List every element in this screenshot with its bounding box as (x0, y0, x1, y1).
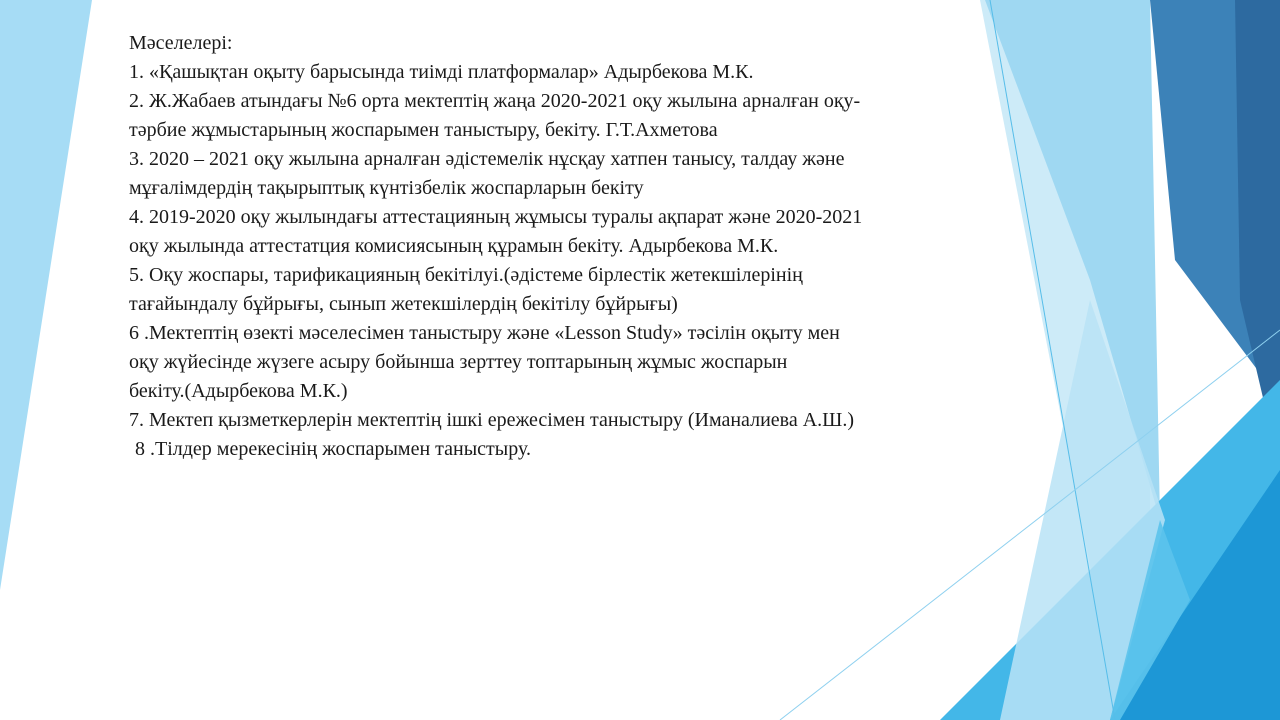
agenda-line: 1. «Қашықтан оқыту барысында тиімді платформалар» Адырбекова М.К. (129, 61, 754, 83)
agenda-line: 7. Мектеп қызметкерлерін мектептің ішкі ережесімен таныстыру (Иманалиева А.Ш.) (129, 409, 854, 431)
agenda-line: 3. 2020 – 2021 оқу жылына арналған әдістемелік нұсқау хатпен танысу, талдау және (129, 148, 845, 170)
agenda-line: бекіту.(Адырбекова М.К.) (129, 380, 348, 402)
agenda-line: оқу жүйесінде жүзеге асыру бойынша зерттеу топтарының жұмыс жоспарын (129, 351, 788, 373)
agenda-line: 6 .Мектептің өзекті мәселесімен таныстыру және «Lesson Study» тәсілін оқыту мен (129, 322, 840, 344)
agenda-line: 2. Ж.Жабаев атындағы №6 орта мектептің жаңа 2020-2021 оқу жылына арналған оқу- (129, 90, 861, 112)
agenda-line: 5. Оқу жоспары, тарификацияның бекітілуі.(әдістеме бірлестік жетекшілерінің (129, 264, 803, 286)
agenda-line: 8 .Тілдер мерекесінің жоспарымен таныстыру. (135, 438, 531, 460)
slide-text-body (129, 29, 1029, 464)
left-wedge-shape (0, 0, 92, 590)
agenda-line: 4. 2019-2020 оқу жылындағы аттестацияның жұмысы туралы ақпарат және 2020-2021 (129, 206, 863, 228)
agenda-line: оқу жылында аттестатция комисиясының құрамын бекіту. Адырбекова М.К. (129, 235, 779, 257)
agenda-line: мұғалімдердің тақырыптық күнтізбелік жоспарларын бекіту (129, 177, 644, 199)
agenda-line: тәрбие жұмыстарының жоспарымен таныстыру, бекіту. Г.Т.Ахметова (129, 119, 718, 141)
agenda-line: тағайындалу бұйрығы, сынып жетекшілердің бекітілу бұйрығы) (129, 293, 678, 315)
slide-heading: Мәселелері: (129, 32, 233, 54)
